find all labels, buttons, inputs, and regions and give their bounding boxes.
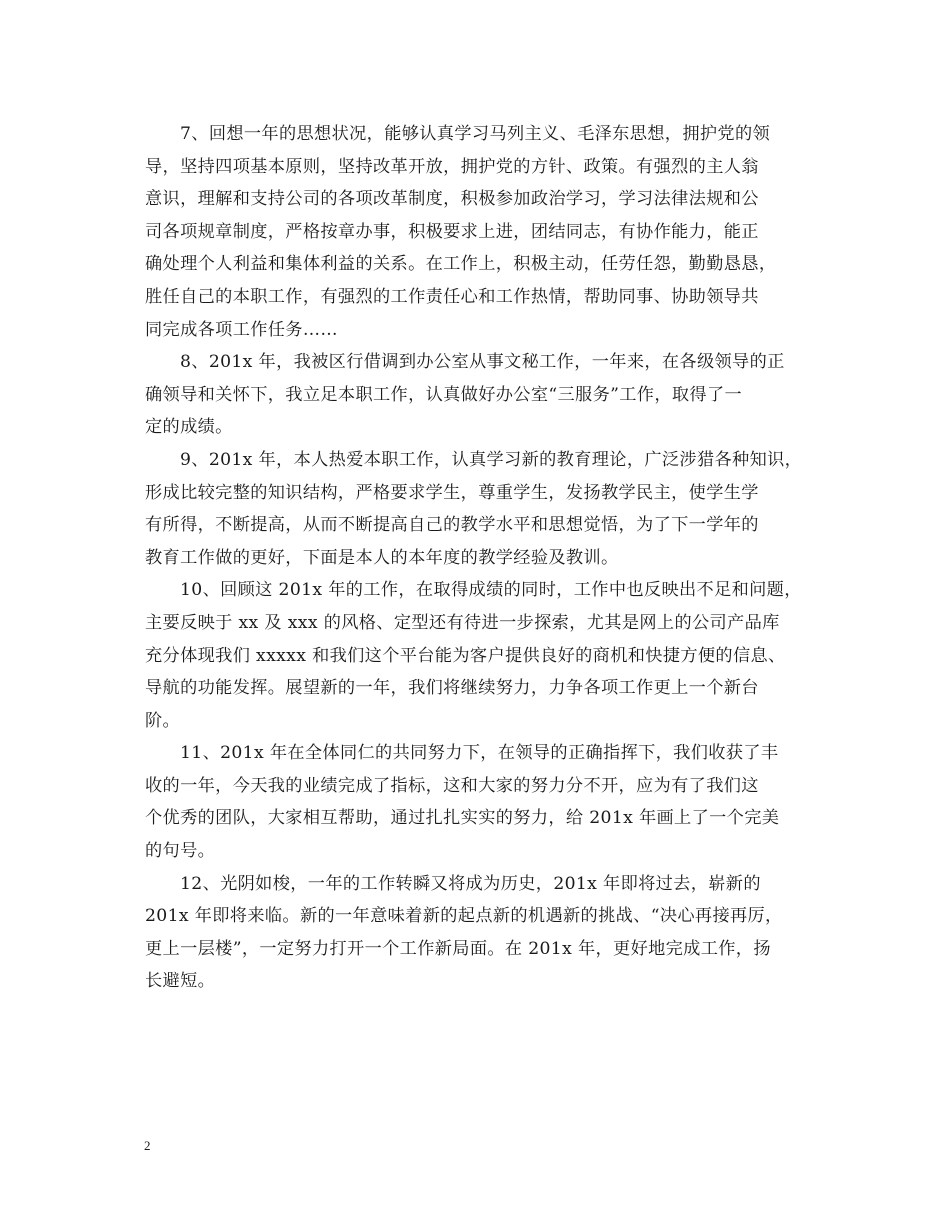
- text-line: 更上一层楼”，一定努力打开一个工作新局面。在 201x 年，更好地完成工作，扬: [145, 938, 771, 959]
- text-line: 定的成绩。: [145, 417, 233, 438]
- text-line: 主要反映于 xx 及 xxx 的风格、定型还有待进一步探索，尤其是网上的公司产品库: [145, 612, 780, 633]
- text-line: 9、201x 年，本人热爱本职工作，认真学习新的教育理论，广泛涉猎各种知识，: [180, 449, 803, 470]
- text-line: 11、201x 年在全体同仁的共同努力下，在领导的正确指挥下，我们收获了丰: [180, 743, 779, 764]
- text-line: 的句号。: [145, 841, 216, 862]
- paragraph-9: [145, 444, 825, 574]
- text-line: 8、201x 年，我被区行借调到办公室从事文秘工作，一年来，在各级领导的正: [180, 352, 785, 373]
- text-line: 201x 年即将来临。新的一年意味着新的起点新的机遇新的挑战、“决心再接再厉，: [145, 906, 783, 927]
- text-line: 确领导和关怀下，我立足本职工作，认真做好办公室“三服务”工作，取得了一: [145, 384, 743, 405]
- page-number: 2: [144, 1138, 151, 1153]
- document-body: [145, 118, 825, 998]
- paragraph-8: [145, 346, 825, 444]
- text-line: 阶。: [145, 710, 181, 731]
- text-line: 10、回顾这 201x 年的工作，在取得成绩的同时，工作中也反映出不足和问题，: [180, 580, 802, 601]
- text-line: 7、回想一年的思想状况，能够认真学习马列主义、毛泽东思想，拥护党的领: [180, 124, 771, 144]
- text-line: 12、光阴如梭，一年的工作转瞬又将成为历史，201x 年即将过去，崭新的: [180, 873, 761, 894]
- text-line: 有所得，不断提高，从而不断提高自己的教学水平和思想觉悟，为了下一学年的: [145, 515, 759, 536]
- paragraph-12: [145, 868, 825, 998]
- text-line: 充分体现我们 xxxxx 和我们这个平台能为客户提供良好的商机和快捷方便的信息、: [145, 645, 786, 666]
- text-line: 长避短。: [145, 971, 216, 992]
- text-line: 司各项规章制度，严格按章办事，积极要求上进，团结同志，有协作能力，能正: [145, 221, 759, 242]
- text-line: 个优秀的团队，大家相互帮助，通过扎扎实实的努力，给 201x 年画上了一个完美: [145, 808, 780, 829]
- text-line: 形成比较完整的知识结构，严格要求学生，尊重学生，发扬教学民主，使学生学: [145, 482, 759, 503]
- paragraph-10: [145, 574, 825, 737]
- text-line: 教育工作做的更好，下面是本人的本年度的教学经验及教训。: [145, 547, 619, 568]
- text-line: 导航的功能发挥。展望新的一年，我们将继续努力，力争各项工作更上一个新台: [145, 678, 759, 699]
- text-line: 胜任自己的本职工作，有强烈的工作责任心和工作热情，帮助同事、协助领导共: [145, 286, 759, 307]
- paragraph-7: [145, 118, 825, 346]
- text-line: 导，坚持四项基本原则，坚持改革开放，拥护党的方针、政策。有强烈的主人翁: [145, 156, 759, 177]
- text-line: 确处理个人利益和集体利益的关系。在工作上，积极主动，任劳任怨，勤勤恳恳，: [145, 254, 777, 275]
- text-line: 意识，理解和支持公司的各项改革制度，积极参加政治学习，学习法律法规和公: [145, 189, 759, 210]
- text-line: 收的一年，今天我的业绩完成了指标，这和大家的努力分不开，应为有了我们这: [145, 775, 759, 796]
- text-line: 同完成各项工作任务……: [145, 319, 338, 340]
- paragraph-11: [145, 737, 825, 867]
